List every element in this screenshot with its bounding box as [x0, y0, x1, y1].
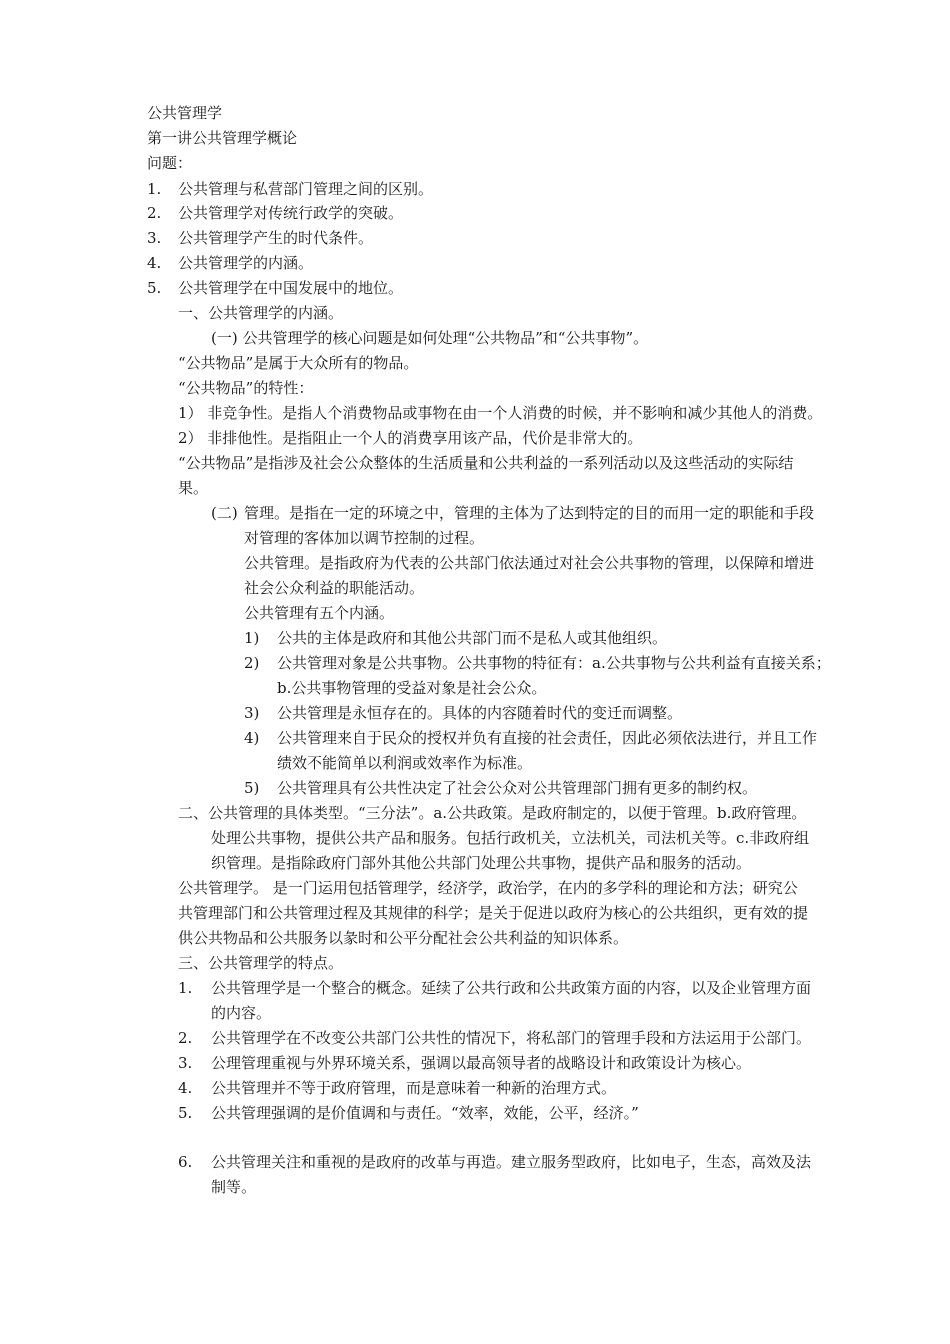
question-number: 1. — [147, 180, 162, 198]
public-management-def-line: 公共管理。是指政府为代表的公共部门依法通过对社会公共事物的管理，以保障和增进 — [244, 554, 815, 572]
connotation-text: 公共管理是永恒存在的。具体的内容随着时代的变迁而调整。 — [277, 704, 683, 722]
pma-def-line: 公共管理学。 是一门运用包括管理学，经济学，政治学，在内的多学科的理论和方法；研究公 — [178, 879, 798, 897]
trait-item: 1） 非竞争性。是指人个消费物品或事物在由一个人消费的时候，并不影响和减少其他人的消费。 — [178, 404, 823, 422]
connotation-text: 公共的主体是政府和其他公共部门而不是私人或其他组织。 — [277, 629, 668, 647]
public-goods-def: “公共物品”是属于大众所有的物品。 — [178, 354, 419, 372]
public-management-def-line: 社会公众利益的职能活动。 — [244, 579, 425, 597]
question-text: 公共管理学的内涵。 — [178, 254, 314, 272]
question-text: 公共管理学对传统行政学的突破。 — [178, 204, 404, 222]
question-number: 3. — [147, 229, 162, 247]
pma-def-line: 共管理部门和公共管理过程及其规律的科学；是关于促进以政府为核心的公共组织，更有效的提 — [178, 904, 809, 922]
connotation-number: 5) — [244, 779, 260, 797]
feature-text: 公共管理关注和重视的是政府的改革与再造。建立服务型政府，比如电子，生态，高效及法 — [211, 1153, 812, 1171]
connotation-text: 绩效不能简单以利润或效率作为标准。 — [277, 754, 533, 772]
sub2-marker: (二) — [211, 504, 238, 522]
section1-sub1: (一) 公共管理学的核心问题是如何处理“公共物品”和“公共事物”。 — [211, 329, 649, 347]
feature-text: 的内容。 — [211, 1004, 272, 1022]
feature-text: 公理管理重视与外界环境关系，强调以最高领导者的战略设计和政策设计为核心。 — [211, 1054, 752, 1072]
question-text: 公共管理学在中国发展中的地位。 — [178, 279, 404, 297]
section2-line: 织管理。是指除政府门部外其他公共部门处理公共事物，提供产品和服务的活动。 — [211, 854, 752, 872]
question-text: 公共管理学产生的时代条件。 — [178, 229, 374, 247]
question-number: 5. — [147, 279, 162, 297]
section2-line: 处理公共事物，提供公共产品和服务。包括行政机关，立法机关，司法机关等。c.非政府组 — [211, 829, 810, 847]
feature-text: 公共管理学在不改变公共部门公共性的情况下，将私部门的管理手段和方法运用于公部门。 — [211, 1029, 812, 1047]
feature-number: 6. — [178, 1153, 193, 1171]
feature-text: 公共管理并不等于政府管理，而是意味着一种新的治理方式。 — [211, 1079, 617, 1097]
connotation-text: 公共管理对象是公共事物。公共事物的特征有：a.公共事物与公共利益有直接关系； — [277, 654, 831, 672]
public-goods-traits-label: “公共物品”的特性： — [178, 379, 314, 397]
management-def-line: 管理。是指在一定的环境之中，管理的主体为了达到特定的目的而用一定的职能和手段 — [244, 504, 815, 522]
feature-text: 公共管理强调的是价值调和与责任。“效率，效能，公平，经济。” — [211, 1104, 639, 1122]
feature-number: 1. — [178, 979, 193, 997]
doc-title: 公共管理学 — [147, 104, 223, 122]
feature-text: 公共管理学是一个整合的概念。延续了公共行政和公共政策方面的内容，以及企业管理方面 — [211, 979, 812, 997]
five-connotations-label: 公共管理有五个内涵。 — [244, 604, 395, 622]
feature-number: 4. — [178, 1079, 193, 1097]
questions-label: 问题： — [147, 154, 193, 172]
section1-heading: 一、公共管理学的内涵。 — [178, 304, 344, 322]
connotation-number: 2) — [244, 654, 260, 672]
feature-number: 5. — [178, 1104, 193, 1122]
question-number: 2. — [147, 204, 162, 222]
connotation-number: 4) — [244, 729, 260, 747]
connotation-text: b.公共事物管理的受益对象是社会公众。 — [277, 679, 547, 697]
connotation-number: 3) — [244, 704, 260, 722]
trait-item: 2） 非排他性。是指阻止一个人的消费享用该产品，代价是非常大的。 — [178, 429, 643, 447]
section3-heading: 三、公共管理学的特点。 — [178, 954, 344, 972]
lecture-title: 第一讲公共管理学概论 — [147, 129, 298, 147]
connotation-number: 1) — [244, 629, 260, 647]
connotation-text: 公共管理来自于民众的授权并负有直接的社会责任，因此必须依法进行，并且工作 — [277, 729, 818, 747]
management-def-line: 对管理的客体加以调节控制的过程。 — [244, 529, 485, 547]
pma-def-line: 供公共物品和公共服务以彖时和公平分配社会公共利益的知识体系。 — [178, 929, 629, 947]
connotation-text: 公共管理具有公共性决定了社会公众对公共管理部门拥有更多的制约权。 — [277, 779, 758, 797]
public-affairs-def-line: 果。 — [178, 479, 209, 497]
feature-number: 3. — [178, 1054, 193, 1072]
question-number: 4. — [147, 254, 162, 272]
section2-line: 二、公共管理的具体类型。“三分法”。a.公共政策。是政府制定的，以便于管理。b.政府管理。 — [178, 804, 807, 822]
feature-text: 制等。 — [211, 1178, 257, 1196]
public-affairs-def-line: “公共物品”是指涉及社会公众整体的生活质量和公共利益的一系列活动以及这些活动的实际结 — [178, 454, 794, 472]
feature-number: 2. — [178, 1029, 193, 1047]
question-text: 公共管理与私营部门管理之间的区别。 — [178, 180, 434, 198]
